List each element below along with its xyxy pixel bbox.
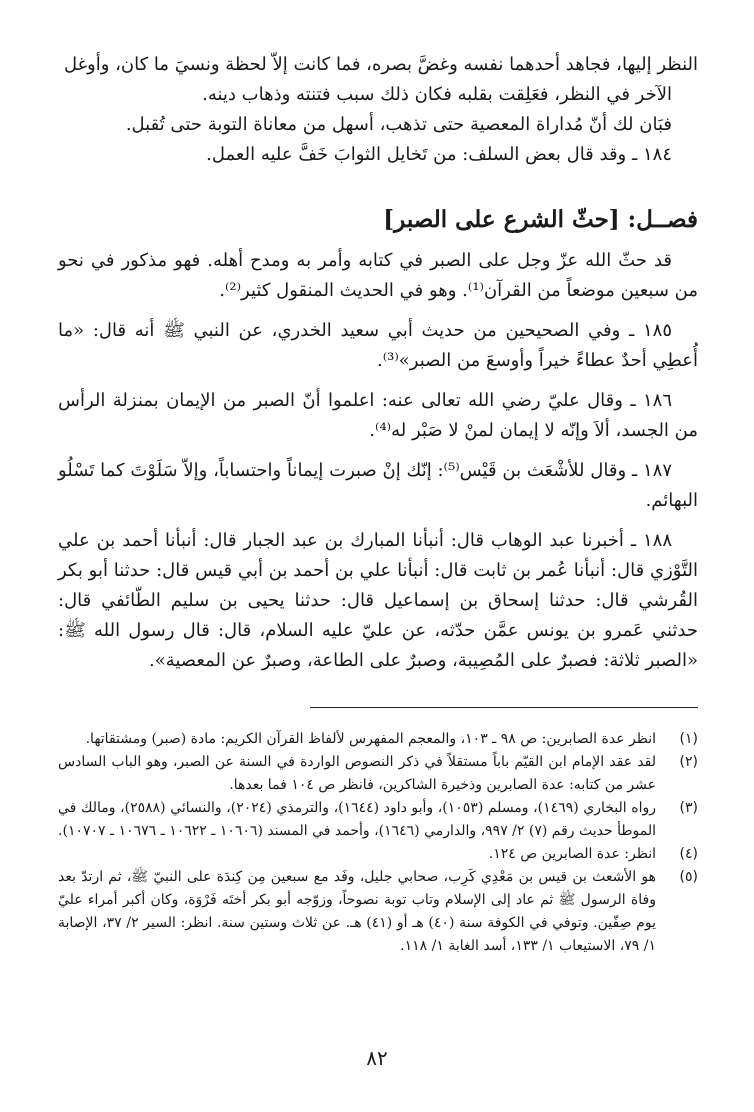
paragraph: قد حثّ الله عزّ وجل على الصبر في كتابه وأمر به ومدح أهله. فهو مذكور في نحو من سبعين موضعاً من القرآن⁽¹⁾. وهو في الحديث المنقول كثير⁽²⁾. bbox=[58, 250, 698, 301]
footnotes bbox=[58, 728, 698, 958]
footnote-text: انظر: عدة الصابرين ص ١٢٤. bbox=[488, 846, 656, 862]
text-line: ١٨٤ ـ وقد قال بعض السلف: من تَخايل الثوابَ خَفَّ عليه العمل. bbox=[206, 144, 672, 165]
footnote-text: لقد عقد الإمام ابن القيّم باباً مستقلاً في ذكر النصوص الواردة في السنة عن الصبر، وهو الباب السادس عشر من كتابه: عدة الصابرين وذخيرة الشاكرين، فانظر ص ١٠٤ فما بعدها. bbox=[58, 754, 656, 793]
footnote-text: هو الأشعث بن قيس بن مَعْدِي كَرِب، صحابي جليل، وفَد مع سبعين مِن كِندَة على النبيّ ﷺ، ثم ارتدّ بعد وفاة الرسول ﷺ ثم عاد إلى الإسلام وتاب توبة نصوحاً، وزوّجه أبو بكر أختَه فَرْوَة، وكان أكبر أمراء عليّ يوم صِفّين. وتوفي في الكوفة سنة (٤٠) هـ أو (٤١) هـ. عن ثلاث وستين سنة. انظر: السير ٢/ ٣٧، الإصابة ١/ ٧٩، الاستيعاب ١/ ١٣٣، أسد الغابة ١/ ١١٨. bbox=[58, 869, 656, 954]
footnote-number: (٢) bbox=[679, 754, 698, 770]
text-line: الآخر في النظر، فعَلِقت بقلبه فكان ذلك سبب فتنته وذهاب دينه. bbox=[202, 84, 672, 105]
footnote-divider bbox=[310, 707, 698, 708]
footnote-number: (٣) bbox=[679, 800, 698, 816]
footnote bbox=[58, 866, 698, 958]
footnote-text: انظر عدة الصابرين: ص ٩٨ ـ ١٠٣، والمعجم المفهرس لألفاظ القرآن الكريم: مادة (صبر) ومشتقاتها. bbox=[85, 731, 656, 747]
paragraph: ١٨٧ ـ وقال للأشْعَث بن قَيْس⁽⁵⁾: إنّك إنْ صبرت إيماناً واحتساباً، وإلاّ سَلَوْتَ كما تَسْلُو البهائم. bbox=[58, 460, 698, 511]
footnote bbox=[58, 843, 698, 866]
paragraph: ١٨٦ ـ وقال عليّ رضي الله تعالى عنه: اعلموا أنّ الصبر من الإيمان بمنزلة الرأس من الجسد، ألاَ وإنّه لا إيمان لمنْ لا صَبْر له⁽⁴⁾. bbox=[58, 390, 698, 441]
footnote-number: (٥) bbox=[679, 869, 698, 885]
footnote bbox=[58, 751, 698, 797]
text-line: النظر إليها، فجاهد أحدهما نفسه وغضَّ بصره، فما كانت إلاّ لحظة ونسيَ ما كان، وأوغل bbox=[63, 54, 698, 75]
footnote bbox=[58, 728, 698, 751]
paragraph: ١٨٨ ـ أخبرنا عبد الوهاب قال: أنبأنا المبارك بن عبد الجبار قال: أنبأنا أحمد بن علي التَّوْزي قال: أنبأنا عُمر بن ثابت قال: أنبأنا علي بن أحمد بن أبي قيس قال: حدثنا أبو بكر القُرشي قال: حدثنا إسحاق بن إسماعيل قال: حدثنا يحيى بن سليم الطّائفي قال: حدثني عَمرو بن يونس عمَّن حدّثه، عن عليّ عليه السلام، قال: قال رسول الله ﷺ: «الصبر ثلاثة: فصبرٌ على المُصِيبة، وصبرٌ على الطاعة، وصبرٌ عن المعصية». bbox=[58, 530, 698, 671]
section-title: فصــل: [حثّ الشرع على الصبر] bbox=[383, 206, 698, 233]
footnote-text: رواه البخاري (١٤٦٩)، ومسلم (١٠٥٣)، وأبو داود (١٦٤٤)، والترمذي (٢٠٢٤)، والنسائي (٢٥٨٨)، ومالك في الموطأ حديث رقم (٧) ٢/ ٩٩٧، والدارمي (١٦٤٦)، وأحمد في المسند (١٠٦٠٦ ـ ١٠٦٢٢ ـ ١٠٦٧٦ ـ ١٠٧٠٧). bbox=[58, 800, 656, 839]
footnote bbox=[58, 797, 698, 843]
text-line: فبَان لك أنّ مُداراة المعصية حتى تذهب، أسهل من معاناة التوبة حتى تُقبل. bbox=[125, 114, 672, 135]
main-text bbox=[58, 50, 698, 676]
footnote-number: (١) bbox=[679, 731, 698, 747]
page-number: ٨٢ bbox=[366, 1046, 388, 1070]
footnote-number: (٤) bbox=[679, 846, 698, 862]
paragraph: ١٨٥ ـ وفي الصحيحين من حديث أبي سعيد الخدري، عن النبي ﷺ أنه قال: «ما أُعطِي أحدٌ عطاءً خيراً وأوسعَ من الصبر»⁽³⁾. bbox=[58, 320, 698, 371]
